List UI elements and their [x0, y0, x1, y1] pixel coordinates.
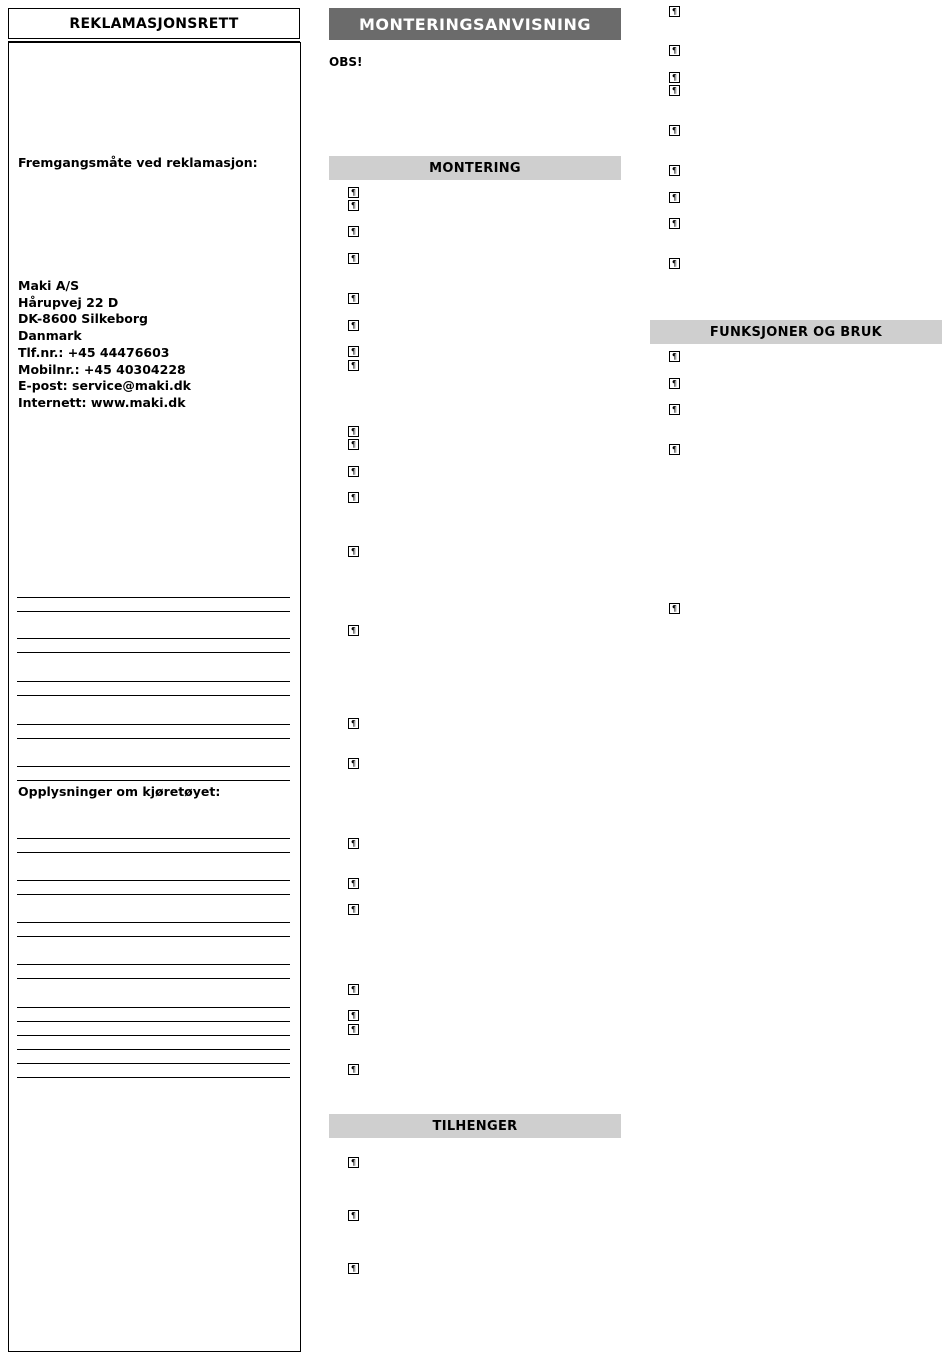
- symbol-icon: ¶: [669, 165, 680, 176]
- symbol-icon: ¶: [669, 6, 680, 17]
- fill-in-line: [17, 894, 290, 895]
- fill-in-line: [17, 611, 290, 612]
- fill-in-line: [17, 597, 290, 598]
- symbol-icon: ¶: [348, 346, 359, 357]
- contact-website: Internett: www.maki.dk: [18, 394, 186, 410]
- contact-phone: Tlf.nr.: +45 44476603: [18, 344, 170, 360]
- symbol-icon: ¶: [669, 444, 680, 455]
- symbol-icon: ¶: [348, 1210, 359, 1221]
- contact-block: [18, 278, 191, 412]
- symbol-icon: ¶: [348, 546, 359, 557]
- symbol-icon: ¶: [669, 192, 680, 203]
- symbol-icon: ¶: [348, 904, 359, 915]
- section-header-montering: [329, 156, 621, 180]
- symbol-icon: ¶: [348, 984, 359, 995]
- procedure-label: Fremgangsmåte ved reklamasjon:: [18, 155, 258, 170]
- fill-in-line: [17, 964, 290, 965]
- fill-in-line: [17, 852, 290, 853]
- contact-email: E-post: service@maki.dk: [18, 378, 191, 394]
- fill-in-line: [17, 638, 290, 639]
- symbol-icon: ¶: [348, 360, 359, 371]
- fill-in-line: [17, 1063, 290, 1064]
- symbol-icon: ¶: [348, 320, 359, 331]
- fill-in-line: [17, 1021, 290, 1022]
- installation-guide-title: [329, 8, 621, 40]
- installation-guide-title-text: MONTERINGSANVISNING: [358, 14, 592, 34]
- fill-in-line: [17, 766, 290, 767]
- fill-in-line: [17, 652, 290, 653]
- fill-in-line: [17, 978, 290, 979]
- fill-in-line: [17, 1035, 290, 1036]
- warranty-title: [8, 8, 300, 39]
- fill-in-line: [17, 838, 290, 839]
- symbol-icon: ¶: [348, 293, 359, 304]
- symbol-icon: ¶: [669, 45, 680, 56]
- contact-country: Danmark: [18, 328, 82, 344]
- fill-in-line: [17, 1049, 290, 1050]
- symbol-icon: ¶: [348, 466, 359, 477]
- warranty-title-text: REKLAMASJONSRETT: [69, 15, 239, 32]
- fill-in-line: [17, 724, 290, 725]
- symbol-icon: ¶: [348, 187, 359, 198]
- symbol-icon: ¶: [348, 625, 359, 636]
- symbol-icon: ¶: [348, 758, 359, 769]
- contact-city: DK-8600 Silkeborg: [18, 311, 148, 327]
- symbol-icon: ¶: [348, 878, 359, 889]
- symbol-icon: ¶: [669, 378, 680, 389]
- fill-in-line: [17, 922, 290, 923]
- symbol-icon: ¶: [669, 125, 680, 136]
- fill-in-line: [17, 681, 290, 682]
- fill-in-line: [17, 1077, 290, 1078]
- fill-in-line: [17, 880, 290, 881]
- symbol-icon: ¶: [669, 404, 680, 415]
- section-header-funksjoner: [650, 320, 942, 344]
- contact-company: Maki A/S: [18, 278, 80, 293]
- symbol-icon: ¶: [348, 718, 359, 729]
- symbol-icon: ¶: [669, 218, 680, 229]
- fill-in-line: [17, 695, 290, 696]
- symbol-icon: ¶: [348, 226, 359, 237]
- symbol-icon: ¶: [669, 351, 680, 362]
- section-header-tilhenger: [329, 1114, 621, 1138]
- warranty-box: [8, 42, 301, 1352]
- symbol-icon: ¶: [348, 1263, 359, 1274]
- symbol-icon: ¶: [348, 253, 359, 264]
- fill-in-line: [17, 780, 290, 781]
- contact-mobile: Mobilnr.: +45 40304228: [18, 361, 186, 377]
- fill-in-line: [17, 738, 290, 739]
- symbol-icon: ¶: [348, 492, 359, 503]
- symbol-icon: ¶: [348, 1064, 359, 1075]
- symbol-icon: ¶: [348, 439, 359, 450]
- symbol-icon: ¶: [348, 838, 359, 849]
- obs-label: OBS!: [329, 55, 363, 69]
- symbol-icon: ¶: [348, 1157, 359, 1168]
- contact-street: Hårupvej 22 D: [18, 294, 119, 310]
- fill-in-line: [17, 1007, 290, 1008]
- vehicle-info-label: Opplysninger om kjøretøyet:: [18, 784, 221, 799]
- section-title-funksjoner: FUNKSJONER OG BRUK: [709, 324, 883, 340]
- symbol-icon: ¶: [669, 72, 680, 83]
- symbol-icon: ¶: [348, 1010, 359, 1021]
- symbol-icon: ¶: [669, 85, 680, 96]
- section-title-tilhenger: TILHENGER: [432, 1118, 518, 1134]
- symbol-icon: ¶: [348, 426, 359, 437]
- section-title-montering: MONTERING: [429, 160, 521, 176]
- symbol-icon: ¶: [348, 200, 359, 211]
- symbol-icon: ¶: [348, 1024, 359, 1035]
- symbol-icon: ¶: [669, 258, 680, 269]
- fill-in-line: [17, 936, 290, 937]
- symbol-icon: ¶: [669, 603, 680, 614]
